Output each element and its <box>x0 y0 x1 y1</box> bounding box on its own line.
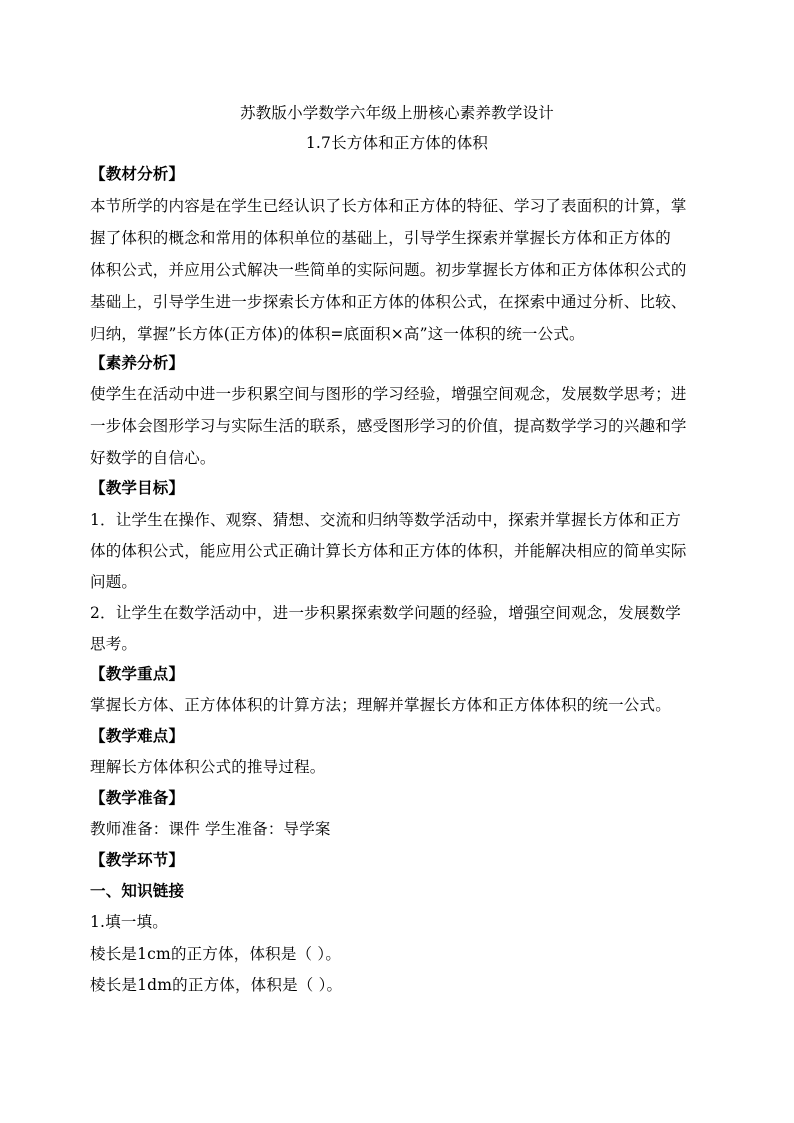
section-heading-key-points: 【教学重点】 <box>90 665 185 683</box>
paragraph-line: 2．让学生在数学活动中，进一步积累探索数学问题的经验，增强空间观念，发展数学 <box>90 604 681 622</box>
paragraph-line: 基础上，引导学生进一步探索长方体和正方体的体积公式，在探索中通过分析、比较、 <box>90 293 687 311</box>
paragraph-line: 体积公式，并应用公式解决一些简单的实际问题。初步掌握长方体和正方体体积公式的 <box>90 261 687 279</box>
section-heading-textbook-analysis: 【教材分析】 <box>90 165 185 183</box>
exercise-line: 棱长是1dm的正方体，体积是（ ）。 <box>90 976 343 994</box>
section-heading-competency-analysis: 【素养分析】 <box>90 354 185 372</box>
paragraph-line: 掌握长方体、正方体体积的计算方法；理解并掌握长方体和正方体体积的统一公式。 <box>90 696 671 714</box>
section-heading-difficult-points: 【教学难点】 <box>90 727 185 745</box>
paragraph-line: 握了体积的概念和常用的体积单位的基础上，引导学生探索并掌握长方体和正方体的 <box>90 229 671 247</box>
paragraph-line: 思考。 <box>90 635 138 653</box>
paragraph-line: 一步体会图形学习与实际生活的联系，感受图形学习的价值，提高数学学习的兴趣和学 <box>90 417 687 435</box>
section-heading-teaching-steps: 【教学环节】 <box>90 851 185 869</box>
paragraph-line: 问题。 <box>90 573 138 591</box>
section-heading-preparation: 【教学准备】 <box>90 789 185 807</box>
part-one-heading: 一、知识链接 <box>90 882 185 900</box>
paragraph-line: 归纳，掌握”长方体(正方体)的体积=底面积×高”这一体积的统一公式。 <box>90 325 585 343</box>
paragraph-line: 好数学的自信心。 <box>90 449 216 467</box>
paragraph-line: 本节所学的内容是在学生已经认识了长方体和正方体的特征、学习了表面积的计算，掌 <box>90 197 687 215</box>
exercise-line: 棱长是1cm的正方体，体积是（ ）。 <box>90 945 342 963</box>
paragraph-line: 1．让学生在操作、观察、猜想、交流和归纳等数学活动中，探索并掌握长方体和正方 <box>90 511 681 529</box>
document-title: 苏教版小学数学六年级上册核心素养教学设计 <box>239 104 554 122</box>
paragraph-line: 使学生在活动中进一步积累空间与图形的学习经验，增强空间观念，发展数学思考；进 <box>90 385 687 403</box>
section-heading-teaching-goals: 【教学目标】 <box>90 479 185 497</box>
exercise-line: 1.填一填。 <box>90 913 168 931</box>
paragraph-line: 教师准备：课件 学生准备：导学案 <box>90 820 331 838</box>
paragraph-line: 理解长方体体积公式的推导过程。 <box>90 758 326 776</box>
document-subtitle: 1.7长方体和正方体的体积 <box>305 134 489 152</box>
paragraph-line: 体的体积公式，能应用公式正确计算长方体和正方体的体积，并能解决相应的简单实际 <box>90 542 687 560</box>
